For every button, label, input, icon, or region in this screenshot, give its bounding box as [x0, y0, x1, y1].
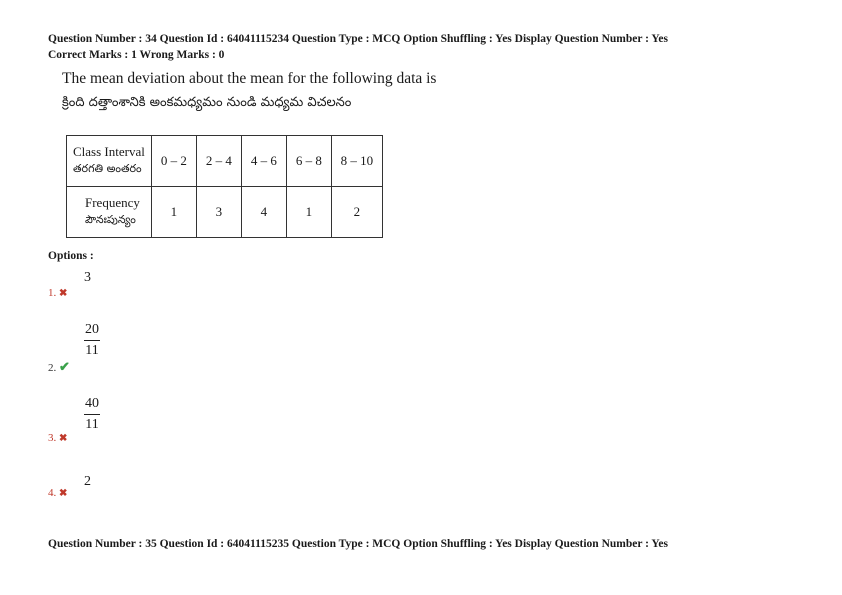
option-2[interactable]: [48, 359, 70, 375]
frequency-cell: 1: [286, 187, 331, 238]
option-4[interactable]: [48, 487, 67, 499]
frequency-cell: 1: [151, 187, 196, 238]
question-34-header: Question Number : 34 Question Id : 64041115234 Question Type : MCQ Option Shuffling : Yes Display Question Number : Yes: [48, 33, 669, 45]
interval-cell: 4 – 6: [241, 136, 286, 187]
option-3-denominator: 11: [85, 417, 99, 433]
frequency-cell: 3: [196, 187, 241, 238]
interval-cell: 0 – 2: [151, 136, 196, 187]
frequency-row: [67, 187, 383, 238]
wrong-icon: ✖: [59, 488, 68, 499]
option-1-value: 3: [84, 270, 91, 285]
question-34-marks: Correct Marks : 1 Wrong Marks : 0: [48, 49, 225, 61]
option-1[interactable]: [48, 287, 67, 299]
class-interval-label: Class Interval: [73, 144, 145, 159]
interval-cell: 6 – 8: [286, 136, 331, 187]
class-interval-label-telugu: తరగతి అంతరం: [73, 162, 142, 175]
class-interval-header: [67, 136, 152, 187]
frequency-header: [67, 187, 152, 238]
fraction-bar: [84, 414, 100, 415]
frequency-label: Frequency: [85, 195, 140, 210]
option-2-number: 2.: [48, 362, 57, 374]
option-3-numerator: 40: [85, 396, 99, 411]
option-4-number: 4.: [48, 487, 57, 499]
option-3-number: 3.: [48, 432, 57, 444]
interval-cell: 2 – 4: [196, 136, 241, 187]
frequency-cell: 2: [331, 187, 382, 238]
question-text-telugu: క్రింది దత్తాంశానికి అంకమధ్యమం నుండి మధ్యమ విచలనం: [62, 95, 352, 110]
option-2-numerator: 20: [85, 322, 99, 337]
option-2-fraction: [84, 322, 100, 359]
wrong-icon: ✖: [59, 288, 68, 299]
question-35-header: Question Number : 35 Question Id : 64041115235 Question Type : MCQ Option Shuffling : Yes Display Question Number : Yes: [48, 538, 669, 550]
option-1-number: 1.: [48, 287, 57, 299]
option-3-fraction: [84, 396, 100, 433]
options-label: Options :: [48, 250, 94, 262]
option-4-value: 2: [84, 474, 91, 489]
frequency-cell: 4: [241, 187, 286, 238]
interval-cell: 8 – 10: [331, 136, 382, 187]
fraction-bar: [84, 340, 100, 341]
question-text-english: The mean deviation about the mean for the following data is: [62, 70, 437, 87]
option-3[interactable]: [48, 432, 67, 444]
class-interval-row: [67, 136, 383, 187]
frequency-label-telugu: పౌనఃపున్యం: [85, 213, 136, 226]
wrong-icon: ✖: [59, 433, 68, 444]
option-2-denominator: 11: [85, 343, 99, 359]
correct-check-icon: ✔: [59, 359, 70, 374]
frequency-table: [66, 135, 383, 238]
